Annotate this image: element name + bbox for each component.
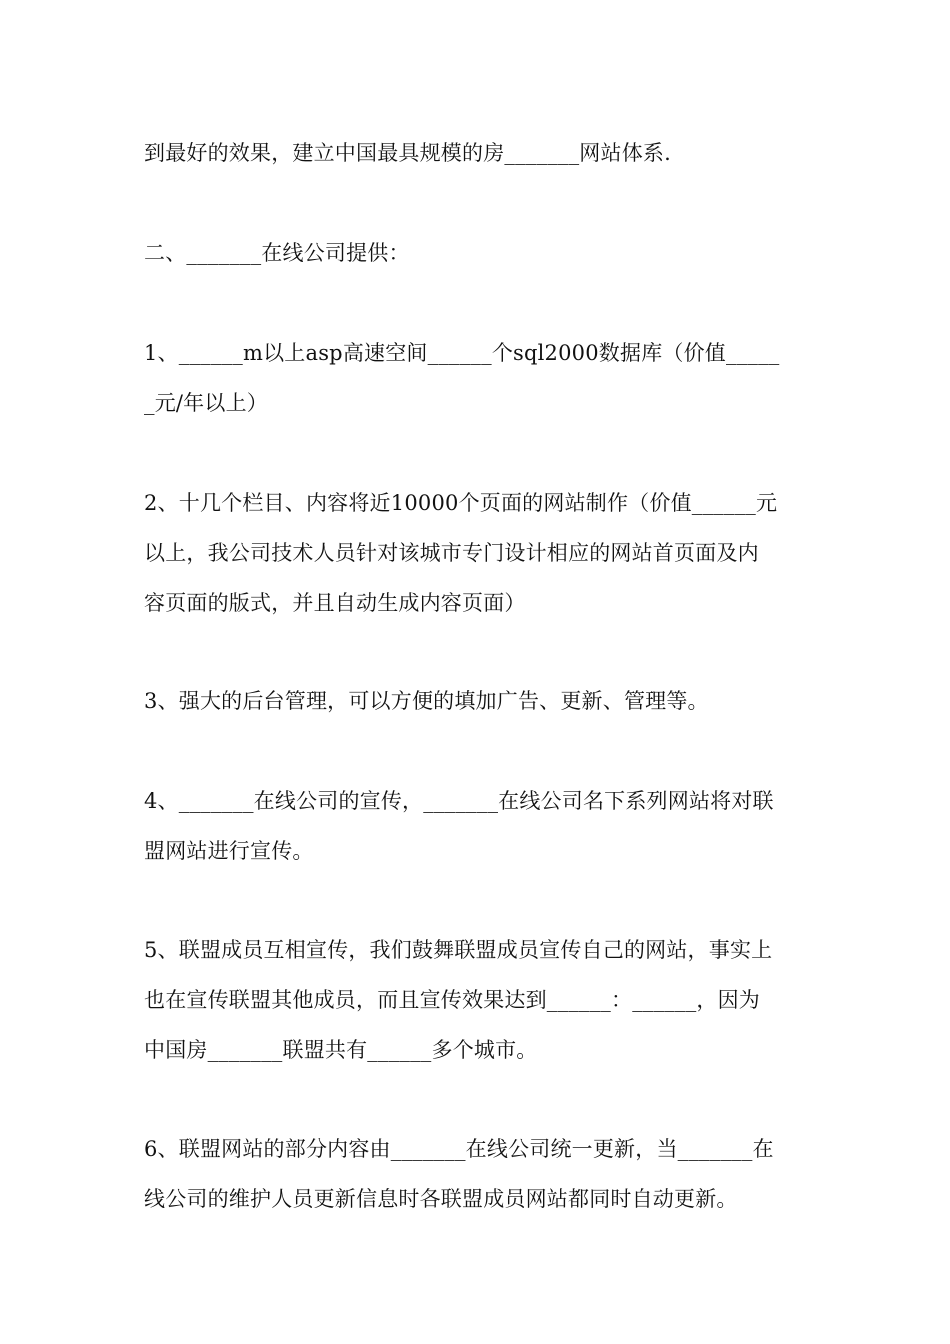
text-line: _元/年以上） xyxy=(144,391,268,415)
text-line: 二、_______在线公司提供： xyxy=(144,241,410,265)
text-line: 1、______m以上asp高速空间______个sql2000数据库（价值_____ xyxy=(144,341,780,365)
text-line: 线公司的维护人员更新信息时各联盟成员网站都同时自动更新。 xyxy=(144,1187,738,1211)
list-item-3 xyxy=(144,676,808,726)
text-line: 到最好的效果，建立中国最具规模的房_______网站体系. xyxy=(144,141,671,165)
text-line: 中国房_______联盟共有______多个城市。 xyxy=(144,1038,538,1062)
text-line: 2、十几个栏目、内容将近10000个页面的网站制作（价值______元 xyxy=(144,491,778,515)
text-line: 3、强大的后台管理，可以方便的填加广告、更新、管理等。 xyxy=(144,689,709,713)
text-line: 4、_______在线公司的宣传，_______在线公司名下系列网站将对联 xyxy=(144,789,774,813)
list-item-5 xyxy=(144,925,808,1075)
text-line: 盟网站进行宣传。 xyxy=(144,839,314,863)
text-line: 也在宣传联盟其他成员，而且宣传效果达到______：______，因为 xyxy=(144,988,760,1012)
list-item-2 xyxy=(144,478,808,628)
list-item-4 xyxy=(144,776,808,876)
text-line: 以上，我公司技术人员针对该城市专门设计相应的网站首页面及内 xyxy=(144,541,759,565)
text-line: 5、联盟成员互相宣传，我们鼓舞联盟成员宣传自己的网站，事实上 xyxy=(144,938,773,962)
text-line: 6、联盟网站的部分内容由_______在线公司统一更新，当_______在 xyxy=(144,1137,774,1161)
paragraph-system-goal xyxy=(144,128,808,178)
list-item-6 xyxy=(144,1124,808,1224)
list-item-1 xyxy=(144,328,808,428)
section-heading-2 xyxy=(144,228,808,278)
text-line: 容页面的版式，并且自动生成内容页面） xyxy=(144,591,526,615)
